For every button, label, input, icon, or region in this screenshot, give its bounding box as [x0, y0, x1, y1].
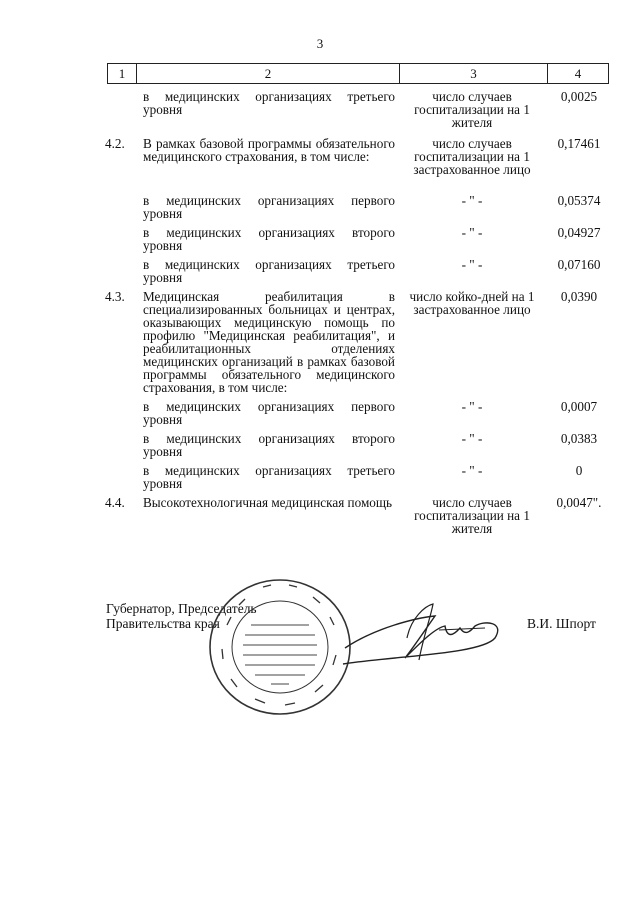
row-value: 0,17461	[557, 136, 601, 151]
signatory-position-line-1: Губернатор, Председатель	[106, 601, 257, 616]
row-unit: - " -	[461, 193, 483, 208]
signatory-name: В.И. Шпорт	[527, 616, 596, 631]
row-unit: - " -	[461, 225, 483, 240]
row-value: 0,0007	[560, 399, 598, 414]
row-name: в медицинских организациях третьего уровня	[143, 257, 395, 285]
row-value: 0,0025	[560, 89, 598, 104]
row-name: в медицинских организациях третьего уровня	[143, 89, 395, 117]
row-number: 4.3.	[105, 289, 125, 304]
row-name: в медицинских организациях первого уровня	[143, 193, 395, 221]
row-unit: - " -	[461, 431, 483, 446]
header-col-2: 2	[264, 66, 272, 81]
row-name: в медицинских организациях второго уровня	[143, 431, 395, 459]
row-value: 0,0047".	[556, 495, 602, 510]
header-col-1: 1	[118, 66, 126, 81]
row-name: в медицинских организациях первого уровня	[143, 399, 395, 427]
row-unit: число случаев госпитализации на 1 жителя	[414, 89, 530, 130]
table-header	[107, 63, 609, 84]
official-seal	[205, 575, 355, 720]
row-value: 0,04927	[557, 225, 601, 240]
row-name: в медицинских организациях третьего уровня	[143, 463, 395, 491]
row-unit: число случаев госпитализации на 1 жителя	[414, 495, 530, 536]
row-unit: - " -	[461, 257, 483, 272]
row-number: 4.4.	[105, 495, 125, 510]
row-value: 0,0390	[560, 289, 598, 304]
signatory-position-line-2: Правительства края	[106, 616, 220, 631]
row-unit: число койко-дней на 1 застрахованное лицо	[409, 289, 535, 317]
row-unit: - " -	[461, 463, 483, 478]
row-name: В рамках базовой программы обязательного медицинского страхования, в том числе:	[143, 136, 395, 164]
header-col-3: 3	[470, 66, 477, 81]
header-col-4: 4	[574, 66, 582, 81]
row-unit: число случаев госпитализации на 1 застрахованное лицо	[413, 136, 531, 177]
row-value: 0,0383	[560, 431, 598, 446]
handwritten-signature	[335, 598, 515, 678]
row-unit: - " -	[461, 399, 483, 414]
row-number: 4.2.	[105, 136, 125, 151]
row-value: 0	[575, 463, 583, 478]
row-name: Медицинская реабилитация в специализированных больницах и центрах, оказывающих медицинскую помощь по профилю "Медицинская реабилитация", и реабилитационных отделениях медицинских организаций в рамках базовой программы обязательного медицинского страхования, в том числе:	[143, 289, 395, 395]
row-name: в медицинских организациях второго уровня	[143, 225, 395, 253]
row-value: 0,07160	[557, 257, 601, 272]
row-name: Высокотехнологичная медицинская помощь	[143, 495, 393, 510]
row-value: 0,05374	[557, 193, 601, 208]
page-number: 3	[316, 36, 324, 51]
